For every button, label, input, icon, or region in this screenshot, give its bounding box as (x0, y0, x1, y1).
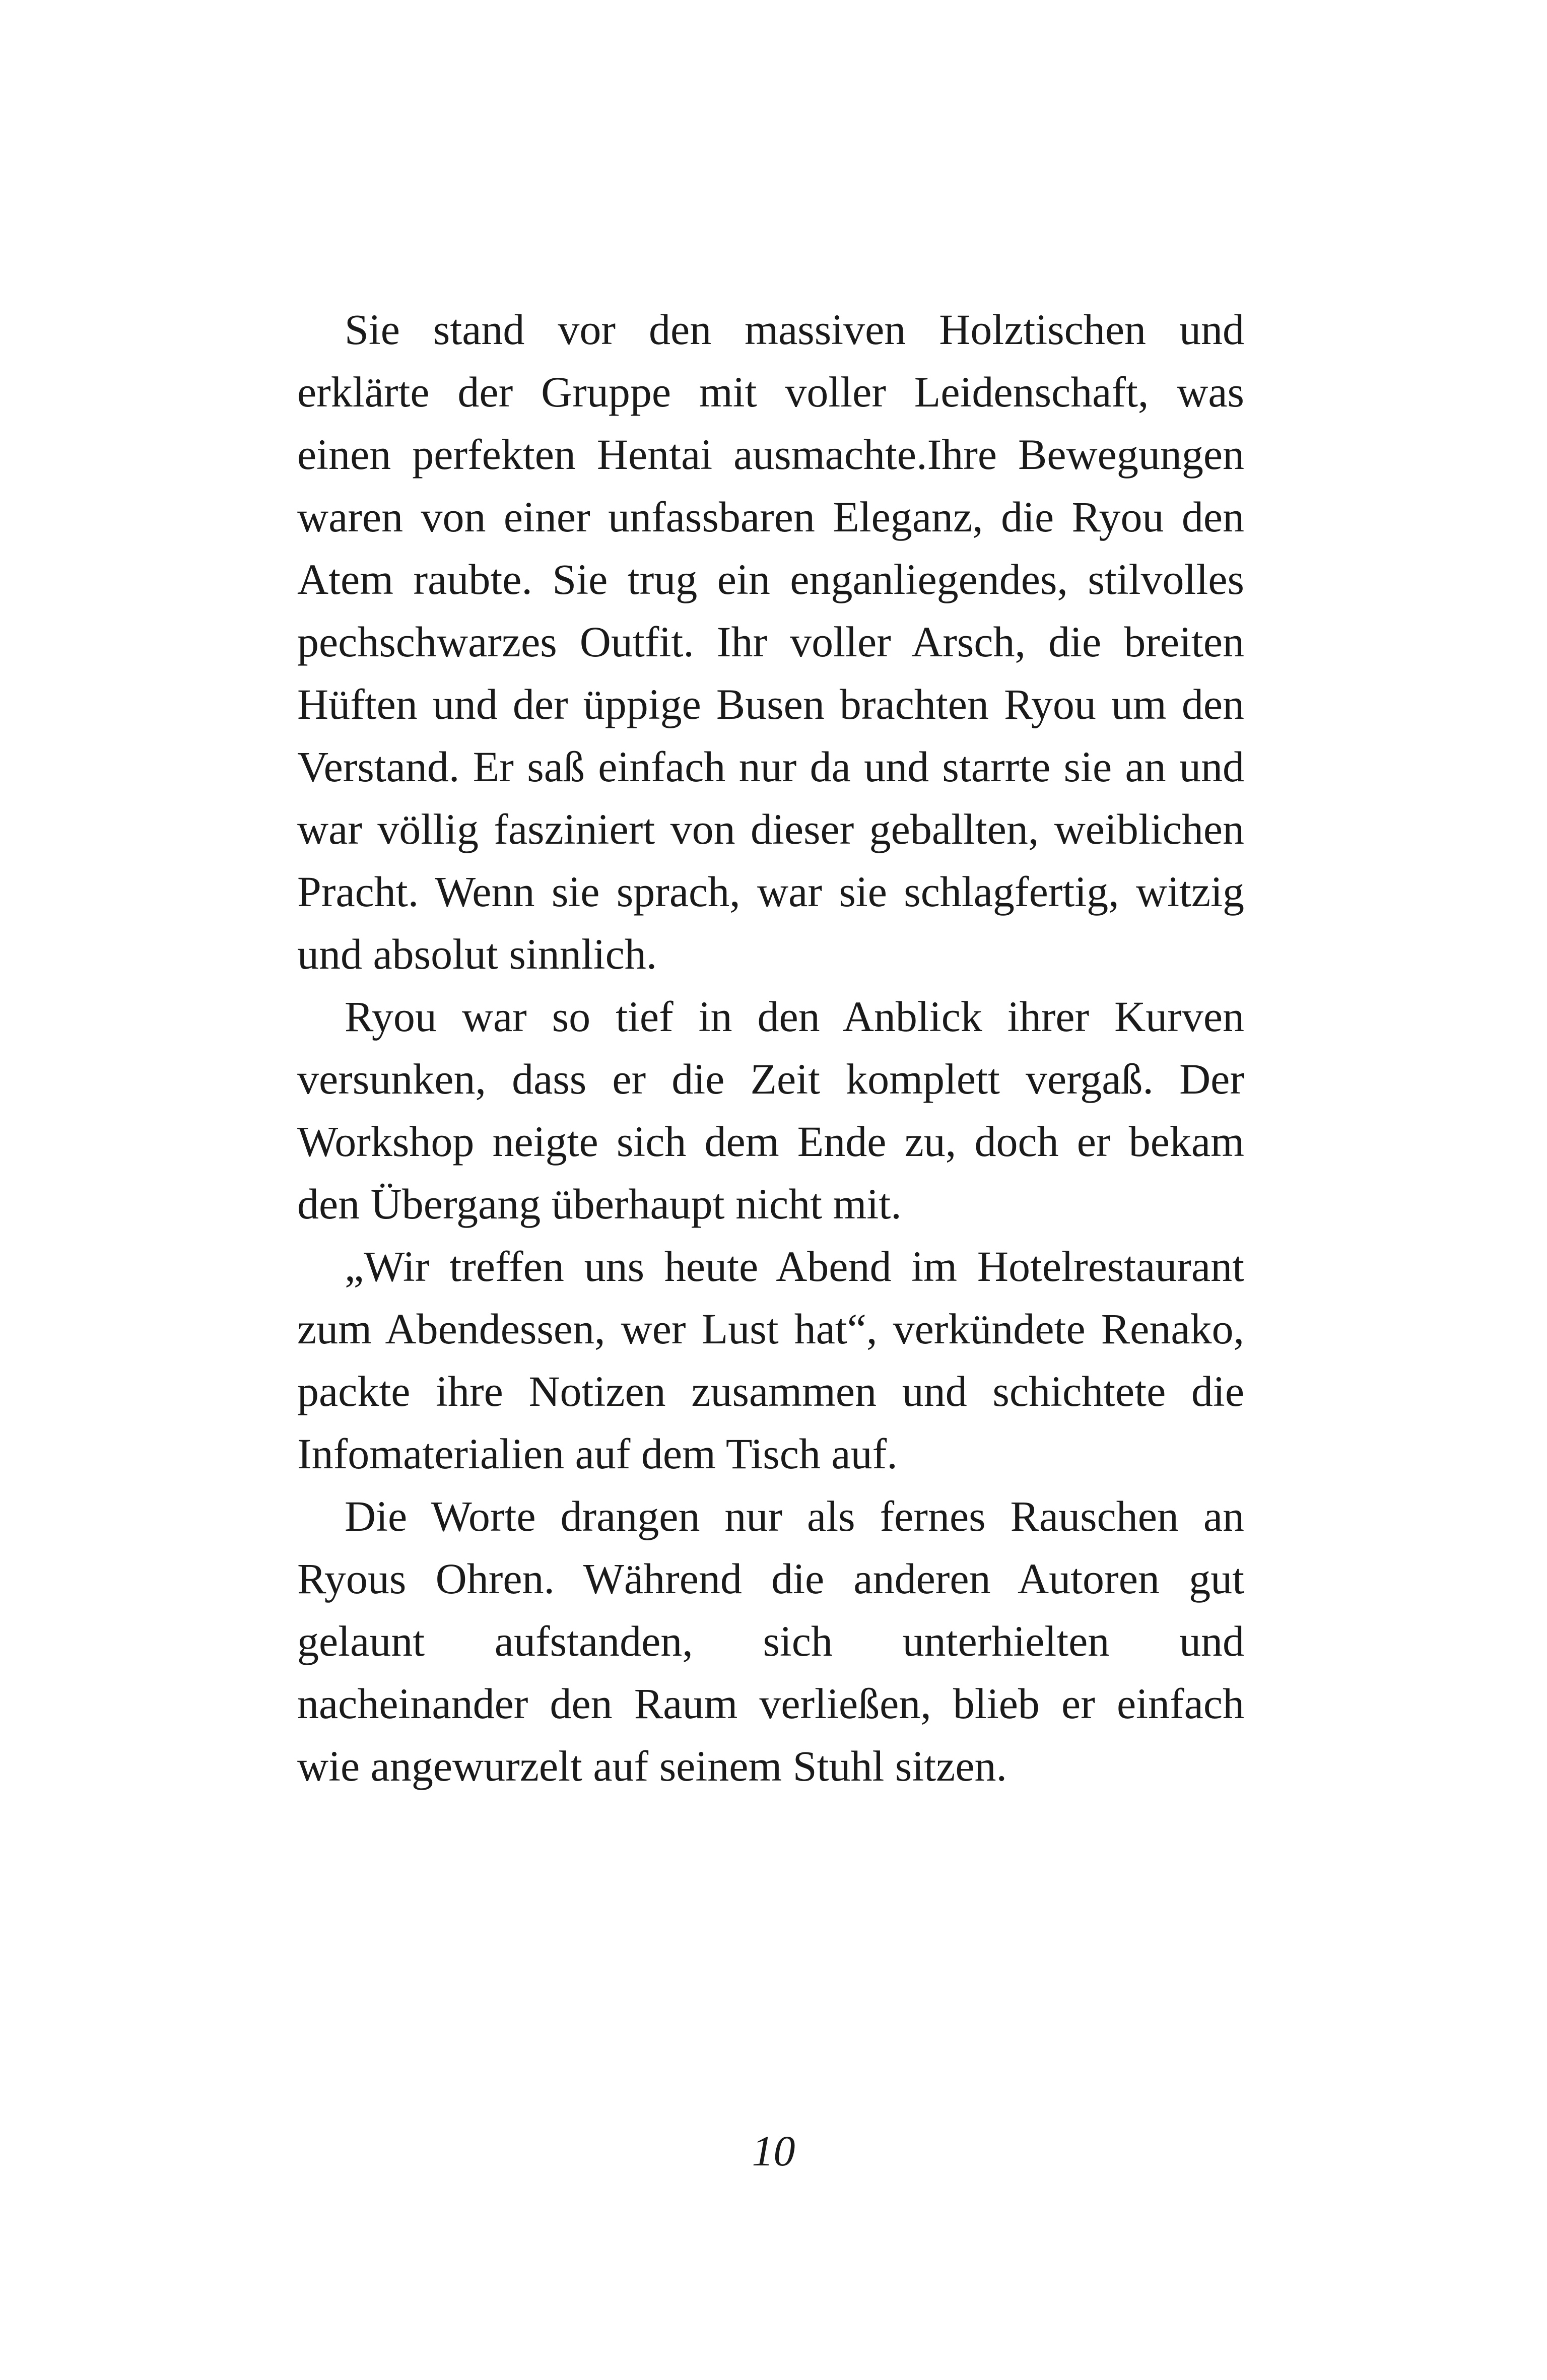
paragraph: „Wir treffen uns heute Abend im Hotelrestaurant zum Abendessen, wer Lust hat“, verkündete Renako, packte ihre Notizen zusammen und schichtete die Infomaterialien auf dem Tisch auf. (297, 1242, 1244, 1478)
paragraph: Sie stand vor den massiven Holztischen und erklärte der Gruppe mit voller Leidenschaft, was einen perfekten Hentai ausmachte.Ihre Bewegungen waren von einer unfassbaren Eleganz, die Ryou den Atem raubte. Sie trug ein enganliegendes, stilvolles pechschwarzes Outfit. Ihr voller Arsch, die breiten Hüften und der üppige Busen brachten Ryou um den Verstand. Er saß einfach nur da und starrte sie an und war völlig fasziniert von dieser geballten, weiblichen Pracht. Wenn sie sprach, war sie schlagfertig, witzig und absolut sinnlich. (297, 305, 1244, 978)
paragraph: Ryou war so tief in den Anblick ihrer Kurven versunken, dass er die Zeit komplett vergaß. Der Workshop neigte sich dem Ende zu, doch er bekam den Übergang überhaupt nicht mit. (297, 992, 1244, 1228)
page-number: 10 (752, 2127, 795, 2175)
body-text (297, 298, 1244, 1797)
paragraph: Die Worte drangen nur als fernes Rauschen an Ryous Ohren. Während die anderen Autoren gut gelaunt aufstanden, sich unterhielten und nacheinander den Raum verließen, blieb er einfach wie angewurzelt auf seinem Stuhl sitzen. (297, 1492, 1244, 1790)
